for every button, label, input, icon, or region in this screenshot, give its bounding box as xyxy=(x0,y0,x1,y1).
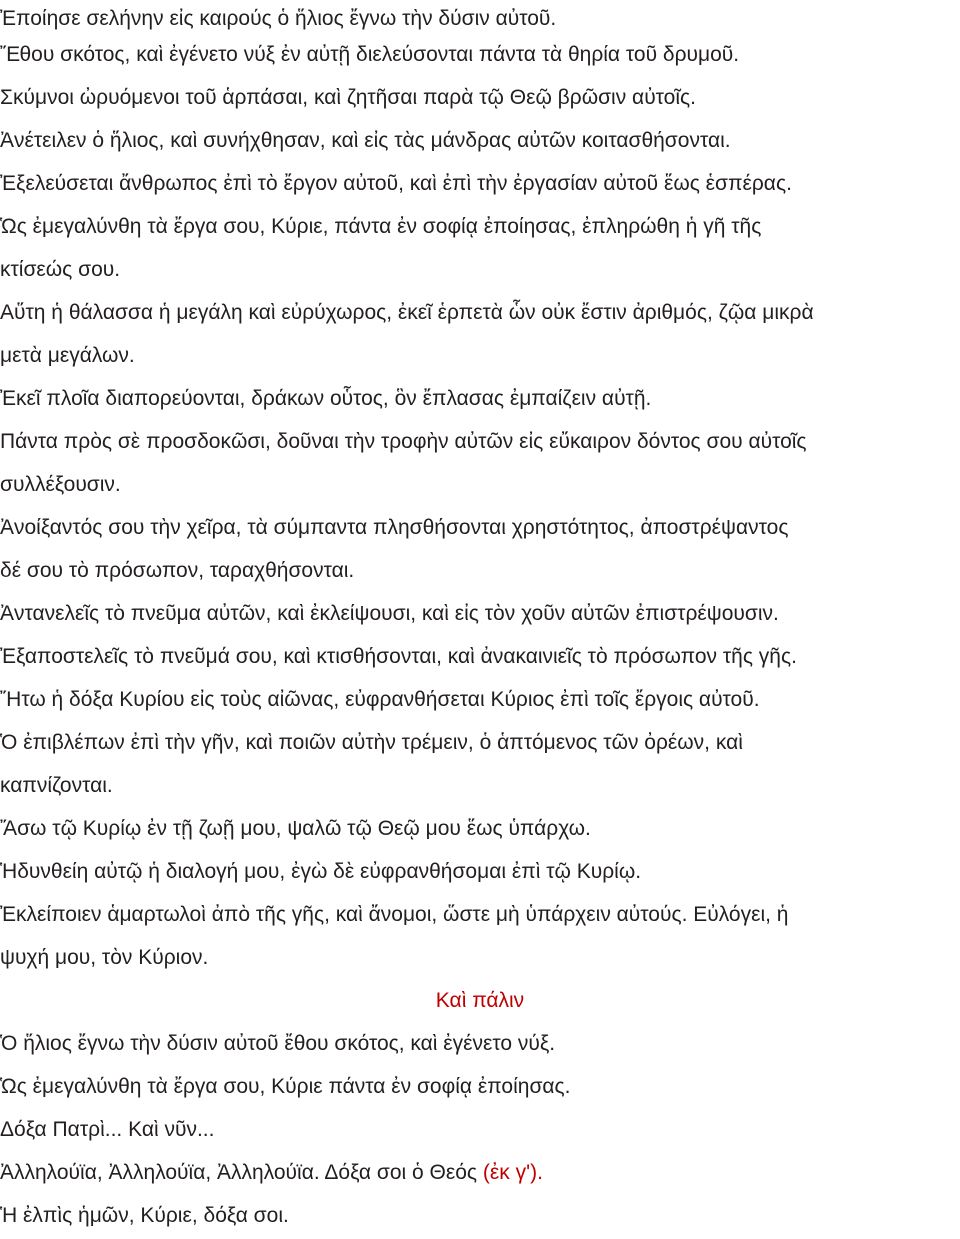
text-line: Ἀντανελεῖς τὸ πνεῦμα αὐτῶν, καὶ ἐκλείψουσι, καὶ εἰς τὸν χοῦν αὐτῶν ἐπιστρέψουσιν. xyxy=(0,602,779,625)
text-line: Ἐκλείποιεν ἁμαρτωλοὶ ἀπὸ τῆς γῆς, καὶ ἄνομοι, ὥστε μὴ ὑπάρχειν αὐτούς. Εὐλόγει, ἡ xyxy=(0,903,789,926)
text-line: καπνίζονται. xyxy=(0,774,113,797)
text-line: Ὁ ἥλιος ἔγνω τὴν δύσιν αὐτοῦ ἔθου σκότος, καὶ ἐγένετο νύξ. xyxy=(0,1032,556,1055)
text-line: Ἡ ἐλπὶς ἡμῶν, Κύριε, δόξα σοι. xyxy=(0,1204,289,1227)
text-line: Ἡδυνθείη αὐτῷ ἡ διαλογή μου, ἐγὼ δὲ εὐφρανθήσομαι ἐπὶ τῷ Κυρίῳ. xyxy=(0,860,642,883)
section-heading: Καὶ πάλιν xyxy=(435,989,525,1012)
text-line: Ὡς ἐμεγαλύνθη τὰ ἔργα σου, Κύριε πάντα ἐν σοφίᾳ ἐποίησας. xyxy=(0,1075,571,1098)
alleluia-text: Ἀλληλούϊα, Ἀλληλούϊα, Ἀλληλούϊα. Δόξα σοι ὁ Θεός xyxy=(0,1161,478,1184)
text-line: Ἐξελεύσεται ἄνθρωπος ἐπὶ τὸ ἔργον αὐτοῦ, καὶ ἐπὶ τὴν ἐργασίαν αὐτοῦ ἕως ἑσπέρας. xyxy=(0,172,792,195)
alleluia-line xyxy=(0,1152,960,1194)
text-line: Ἔθου σκότος, καὶ ἐγένετο νύξ ἐν αὐτῇ διελεύσονται πάντα τὰ θηρία τοῦ δρυμοῦ. xyxy=(0,43,740,66)
text-line: συλλέξουσιν. xyxy=(0,473,121,496)
text-line: Δόξα Πατρὶ... Καὶ νῦν... xyxy=(0,1118,215,1141)
text-line: Ὁ ἐπιβλέπων ἐπὶ τὴν γῆν, καὶ ποιῶν αὐτὴν τρέμειν, ὁ ἁπτόμενος τῶν ὀρέων, καὶ xyxy=(0,731,743,754)
text-line: ψυχή μου, τὸν Κύριον. xyxy=(0,946,209,969)
text-line: Ἀνέτειλεν ὁ ἥλιος, καὶ συνήχθησαν, καὶ εἰς τὰς μάνδρας αὐτῶν κοιτασθήσονται. xyxy=(0,129,731,152)
text-line: Πάντα πρὸς σὲ προσδοκῶσι, δοῦναι τὴν τροφὴν αὐτῶν εἰς εὔκαιρον δόντος σου αὐτοῖς xyxy=(0,430,807,453)
text-line: Ἤτω ἡ δόξα Κυρίου εἰς τοὺς αἰῶνας, εὐφρανθήσεται Κύριος ἐπὶ τοῖς ἔργοις αὐτοῦ. xyxy=(0,688,760,711)
text-line: Ἐξαποστελεῖς τὸ πνεῦμά σου, καὶ κτισθήσονται, καὶ ἀνακαινιεῖς τὸ πρόσωπον τῆς γῆς. xyxy=(0,645,797,668)
text-line: κτίσεώς σου. xyxy=(0,258,121,281)
text-line: Σκύμνοι ὠρυόμενοι τοῦ ἁρπάσαι, καὶ ζητῆσαι παρὰ τῷ Θεῷ βρῶσιν αὐτοῖς. xyxy=(0,86,696,109)
rubric-note: (ἐκ γ'). xyxy=(482,1161,543,1184)
text-line: Αὕτη ἡ θάλασσα ἡ μεγάλη καὶ εὐρύχωρος, ἐκεῖ ἑρπετὰ ὧν οὐκ ἔστιν ἀριθμός, ζῷα μικρὰ xyxy=(0,301,814,324)
text-line: Ἐποίησε σελήνην εἰς καιρούς ὁ ἥλιος ἔγνω τὴν δύσιν αὐτοῦ. xyxy=(0,7,557,30)
text-line: Ὡς ἐμεγαλύνθη τὰ ἔργα σου, Κύριε, πάντα ἐν σοφίᾳ ἐποίησας, ἐπληρώθη ἡ γῆ τῆς xyxy=(0,215,762,238)
text-line: Ἄσω τῷ Κυρίῳ ἐν τῇ ζωῇ μου, ψαλῶ τῷ Θεῷ μου ἕως ὑπάρχω. xyxy=(0,817,591,840)
text-line: δέ σου τὸ πρόσωπον, ταραχθήσονται. xyxy=(0,559,355,582)
text-line: Ἐκεῖ πλοῖα διαπορεύονται, δράκων οὗτος, ὃν ἔπλασας ἐμπαίζειν αὐτῇ. xyxy=(0,387,652,410)
text-line: Ἀνοίξαντός σου τὴν χεῖρα, τὰ σύμπαντα πλησθήσονται χρηστότητος, ἀποστρέψαντος xyxy=(0,516,789,539)
text-line: μετὰ μεγάλων. xyxy=(0,344,135,367)
